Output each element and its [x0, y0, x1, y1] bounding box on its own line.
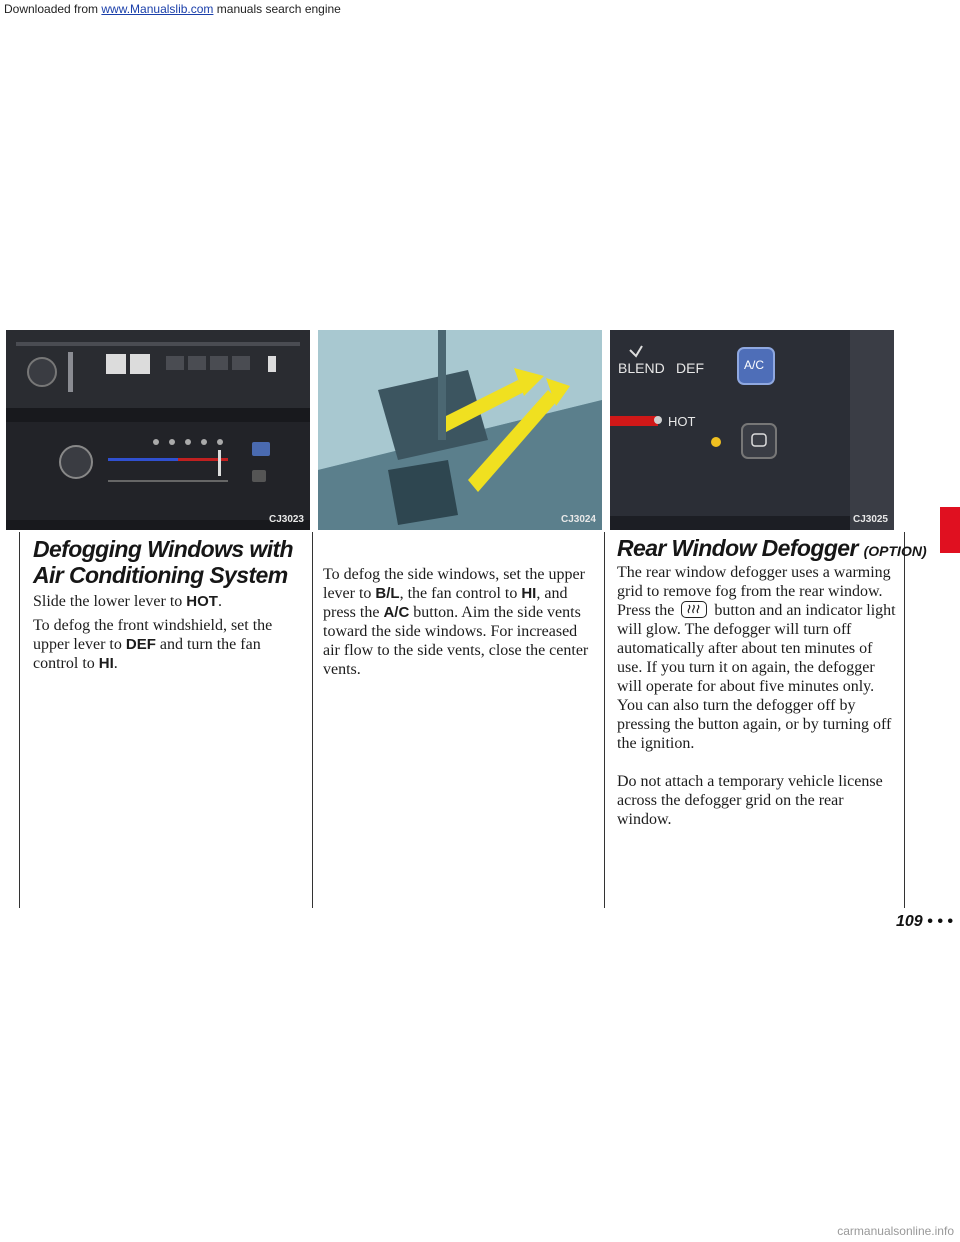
column-rule [904, 532, 905, 908]
paragraph: To defog the front windshield, set the upper lever to DEF and turn the fan control to HI. [33, 617, 273, 672]
rear-defogger-heading: Rear Window Defogger (OPTION) [617, 535, 927, 561]
manualslib-link[interactable]: www.Manualslib.com [101, 2, 214, 16]
photo-code: CJ3024 [560, 514, 596, 525]
blend-label: BLEND [618, 360, 665, 376]
rear-defogger-icon [681, 601, 707, 618]
section-tab [940, 507, 960, 553]
column-rule [604, 532, 605, 908]
heading-line: Defogging Windows with [33, 536, 293, 562]
ac-label: A/C [744, 358, 765, 372]
photo-code: CJ3023 [268, 514, 304, 525]
paragraph: To defog the side windows, set the upper lever to B/L, the fan control to HI, and press the A/C button. Aim the side vents toward the side windows. For increased air flow to the side vents, close the center vents. [323, 566, 589, 678]
banner-suffix: manuals search engine [213, 2, 341, 16]
page-number: 109 • • • [896, 913, 953, 930]
banner-prefix: Downloaded from [4, 2, 102, 16]
paragraph: The rear window defogger uses a warming grid to remove fog from the rear window. Press the button and an indicator light will glow. The defogger will turn off automatically after about ten minutes of use. If you turn it on again, the defogger will operate for about five minutes only. You can also turn the defogger off by pressing the button again, or by turning off the ignition. [617, 564, 896, 752]
defogging-heading [33, 536, 293, 588]
hot-label: HOT [668, 414, 696, 429]
photo-code: CJ3025 [852, 514, 888, 525]
download-banner [0, 0, 960, 20]
heading-line: Air Conditioning System [33, 562, 288, 588]
paragraph: Do not attach a temporary vehicle license across the defogger grid on the rear window. [617, 773, 883, 828]
climate-panel-photo [6, 330, 310, 530]
column-rule [19, 532, 20, 908]
defogger-button-photo [610, 330, 894, 530]
column-rule [312, 532, 313, 908]
paragraph: Slide the lower lever to HOT. [33, 593, 222, 610]
option-tag: (OPTION) [863, 543, 927, 559]
side-vents-photo [318, 330, 602, 530]
watermark: carmanualsonline.info [837, 1224, 954, 1238]
def-label: DEF [676, 360, 704, 376]
